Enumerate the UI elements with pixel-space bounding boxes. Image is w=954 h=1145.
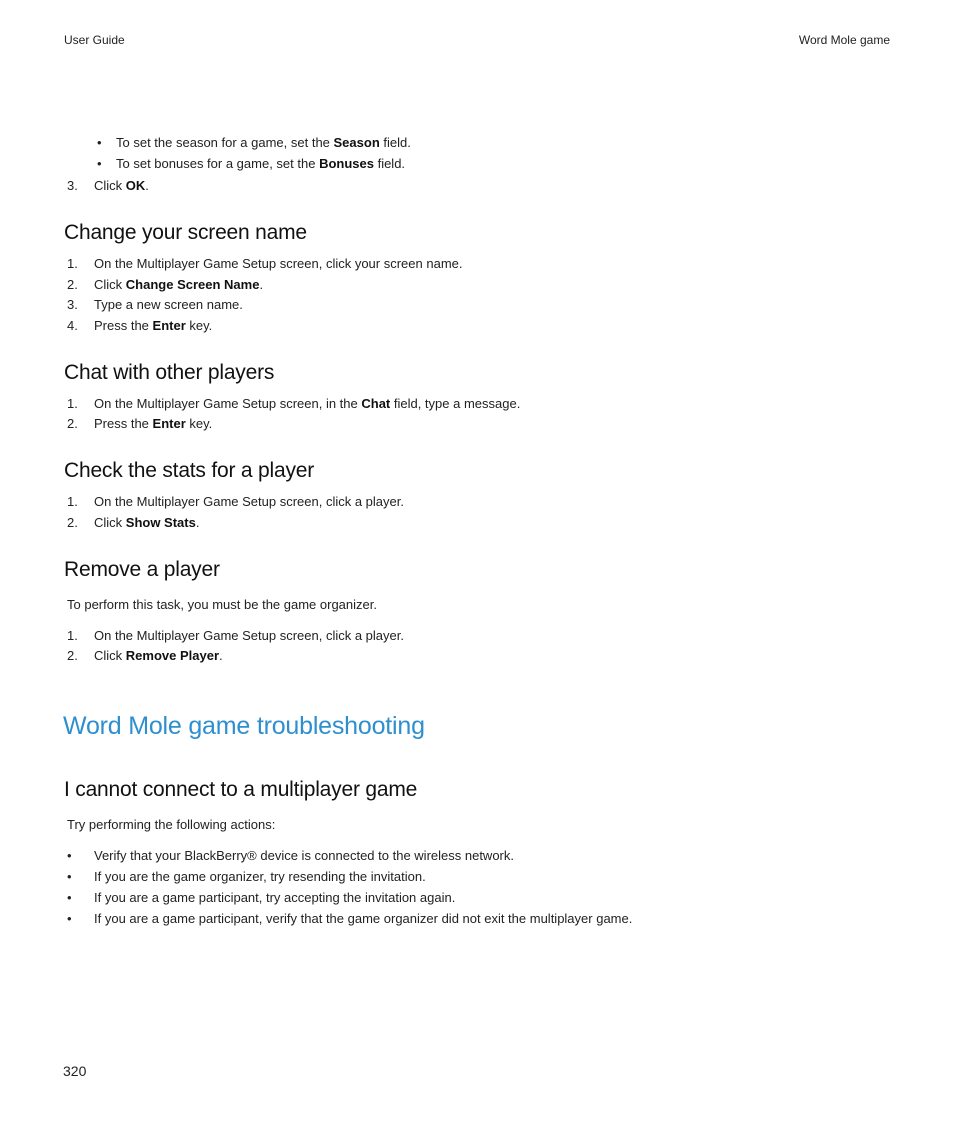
step-number: 4. (67, 318, 78, 333)
list-item: If you are the game organizer, try resending the invitation. (94, 869, 426, 884)
section-intro: Try performing the following actions: (67, 817, 276, 832)
list-item: If you are a game participant, try accepting the invitation again. (94, 890, 456, 905)
list-item: Click Show Stats. (94, 515, 200, 530)
step-number: 1. (67, 494, 78, 509)
list-item: On the Multiplayer Game Setup screen, click a player. (94, 628, 404, 643)
step-number: 1. (67, 628, 78, 643)
list-item: Click Change Screen Name. (94, 277, 264, 292)
step-number: 1. (67, 396, 78, 411)
bullet-glyph: • (67, 890, 72, 905)
list-item: Click Remove Player. (94, 648, 223, 663)
bullet-glyph: • (67, 869, 72, 884)
section-heading: Check the stats for a player (64, 459, 315, 482)
section-heading: Chat with other players (64, 361, 275, 384)
step-number: 2. (67, 648, 78, 663)
list-item: Press the Enter key. (94, 416, 213, 431)
section-intro: To perform this task, you must be the game organizer. (67, 597, 377, 612)
header-right: Word Mole game (798, 33, 890, 47)
bullet-glyph: • (97, 135, 102, 150)
list-item: Press the Enter key. (94, 318, 213, 333)
bullet-glyph: • (67, 911, 72, 926)
step-number: 2. (67, 515, 78, 530)
list-item: On the Multiplayer Game Setup screen, click a player. (94, 494, 404, 509)
bullet-glyph: • (67, 848, 72, 863)
section-heading: Remove a player (64, 558, 220, 581)
bullet-glyph: • (97, 156, 102, 171)
step-number: 3. (67, 297, 78, 312)
step-number: 2. (67, 416, 78, 431)
list-item: Type a new screen name. (94, 297, 243, 312)
list-item: If you are a game participant, verify that the game organizer did not exit the multiplayer game. (94, 911, 633, 926)
step-number: 3. (67, 178, 78, 193)
step-number: 2. (67, 277, 78, 292)
list-item: To set bonuses for a game, set the Bonuses field. (116, 156, 406, 171)
page-number: 320 (63, 1063, 87, 1079)
list-item: To set the season for a game, set the Season field. (116, 135, 411, 150)
list-item: On the Multiplayer Game Setup screen, click your screen name. (94, 256, 463, 271)
section-heading: I cannot connect to a multiplayer game (64, 778, 418, 801)
list-item: Click OK. (94, 178, 149, 193)
section-heading: Change your screen name (64, 221, 307, 244)
chapter-heading: Word Mole game troubleshooting (63, 712, 425, 740)
list-item: On the Multiplayer Game Setup screen, in the Chat field, type a message. (94, 396, 521, 411)
step-number: 1. (67, 256, 78, 271)
list-item: Verify that your BlackBerry® device is connected to the wireless network. (94, 848, 514, 863)
header-left: User Guide (64, 33, 125, 47)
